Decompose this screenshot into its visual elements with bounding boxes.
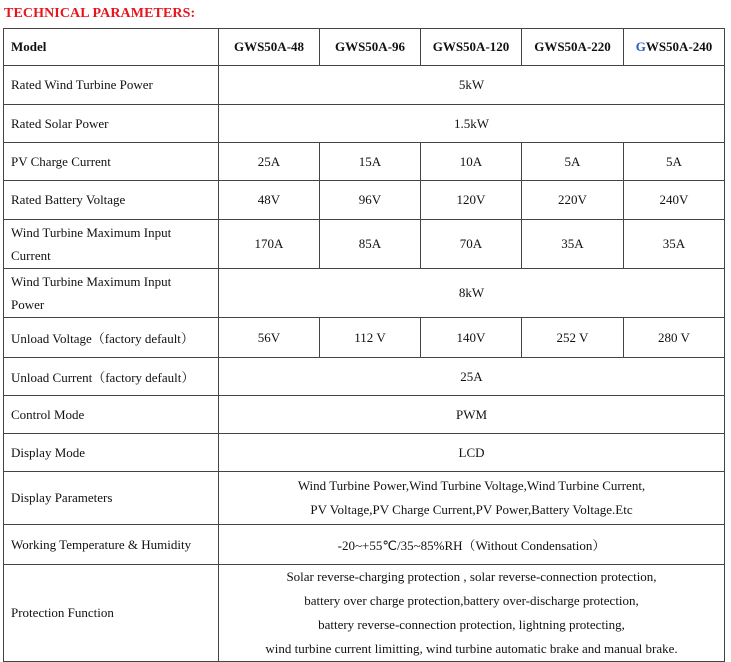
table-header-row [4, 29, 725, 66]
row-value-line: Wind Turbine Power,Wind Turbine Voltage,Wind Turbine Current, [297, 478, 646, 493]
row-cell: 85A [320, 220, 421, 269]
row-cell: 280 V [624, 318, 725, 358]
row-value-line: wind turbine current limitting, wind turbine automatic brake and manual brake. [265, 641, 678, 656]
row-cell: 48V [219, 181, 320, 220]
page-title: TECHNICAL PARAMETERS: [4, 6, 196, 21]
row-label: Control Mode [4, 396, 219, 434]
row-value-line: battery reverse-connection protection, lightning protecting, [318, 617, 625, 632]
row-label-line: Current [11, 248, 51, 263]
row-cell: 170A [219, 220, 320, 269]
table-row [4, 525, 725, 565]
row-value: 1.5kW [219, 105, 725, 143]
row-label: Protection Function [4, 565, 219, 662]
header-model-label: Model [4, 29, 219, 66]
row-value [219, 472, 725, 525]
table-row [4, 105, 725, 143]
row-value-line: battery over charge protection,battery over-discharge protection, [304, 593, 639, 608]
header-model-1: GWS50A-48 [219, 29, 320, 66]
row-cell: 70A [421, 220, 522, 269]
row-cell: 120V [421, 181, 522, 220]
row-value-line: Solar reverse-charging protection , solar reverse-connection protection, [286, 569, 657, 584]
row-label: Rated Wind Turbine Power [4, 66, 219, 105]
row-label-line: Power [11, 297, 45, 312]
table-row [4, 66, 725, 105]
table-row [4, 434, 725, 472]
row-value: LCD [219, 434, 725, 472]
row-cell: 15A [320, 143, 421, 181]
header-model-5 [624, 29, 725, 66]
table-row [4, 358, 725, 396]
row-cell: 112 V [320, 318, 421, 358]
row-cell: 5A [624, 143, 725, 181]
header-model-2: GWS50A-96 [320, 29, 421, 66]
technical-parameters-table [3, 28, 725, 662]
table-row [4, 220, 725, 269]
row-cell: 96V [320, 181, 421, 220]
table-row [4, 318, 725, 358]
row-value: 5kW [219, 66, 725, 105]
row-cell: 35A [522, 220, 624, 269]
row-cell: 5A [522, 143, 624, 181]
row-cell: 220V [522, 181, 624, 220]
header-model-5-initial: G [635, 39, 646, 54]
row-label: Unload Current（factory default） [4, 358, 219, 396]
table-row [4, 269, 725, 318]
row-value: 8kW [219, 269, 725, 318]
row-label-line: Wind Turbine Maximum Input [11, 225, 172, 240]
row-value [219, 565, 725, 662]
row-cell: 140V [421, 318, 522, 358]
row-label: PV Charge Current [4, 143, 219, 181]
table-row [4, 181, 725, 220]
table-row [4, 396, 725, 434]
row-label: Rated Battery Voltage [4, 181, 219, 220]
row-label: Display Parameters [4, 472, 219, 525]
row-value: PWM [219, 396, 725, 434]
row-label [4, 269, 219, 318]
row-cell: 56V [219, 318, 320, 358]
table-row [4, 472, 725, 525]
table-row [4, 565, 725, 662]
row-cell: 35A [624, 220, 725, 269]
header-model-5-rest: WS50A-240 [645, 39, 713, 54]
row-label: Rated Solar Power [4, 105, 219, 143]
table-row [4, 143, 725, 181]
row-label: Display Mode [4, 434, 219, 472]
row-label: Unload Voltage（factory default） [4, 318, 219, 358]
row-label-line: Wind Turbine Maximum Input [11, 274, 172, 289]
header-model-3: GWS50A-120 [421, 29, 522, 66]
row-cell: 25A [219, 143, 320, 181]
row-cell: 240V [624, 181, 725, 220]
row-value-line: PV Voltage,PV Charge Current,PV Power,Battery Voltage.Etc [310, 502, 633, 517]
header-model-4: GWS50A-220 [522, 29, 624, 66]
row-cell: 252 V [522, 318, 624, 358]
row-cell: 10A [421, 143, 522, 181]
row-label: Working Temperature & Humidity [4, 525, 219, 565]
row-value: -20~+55℃/35~85%RH（Without Condensation） [219, 525, 725, 565]
row-label [4, 220, 219, 269]
row-value: 25A [219, 358, 725, 396]
